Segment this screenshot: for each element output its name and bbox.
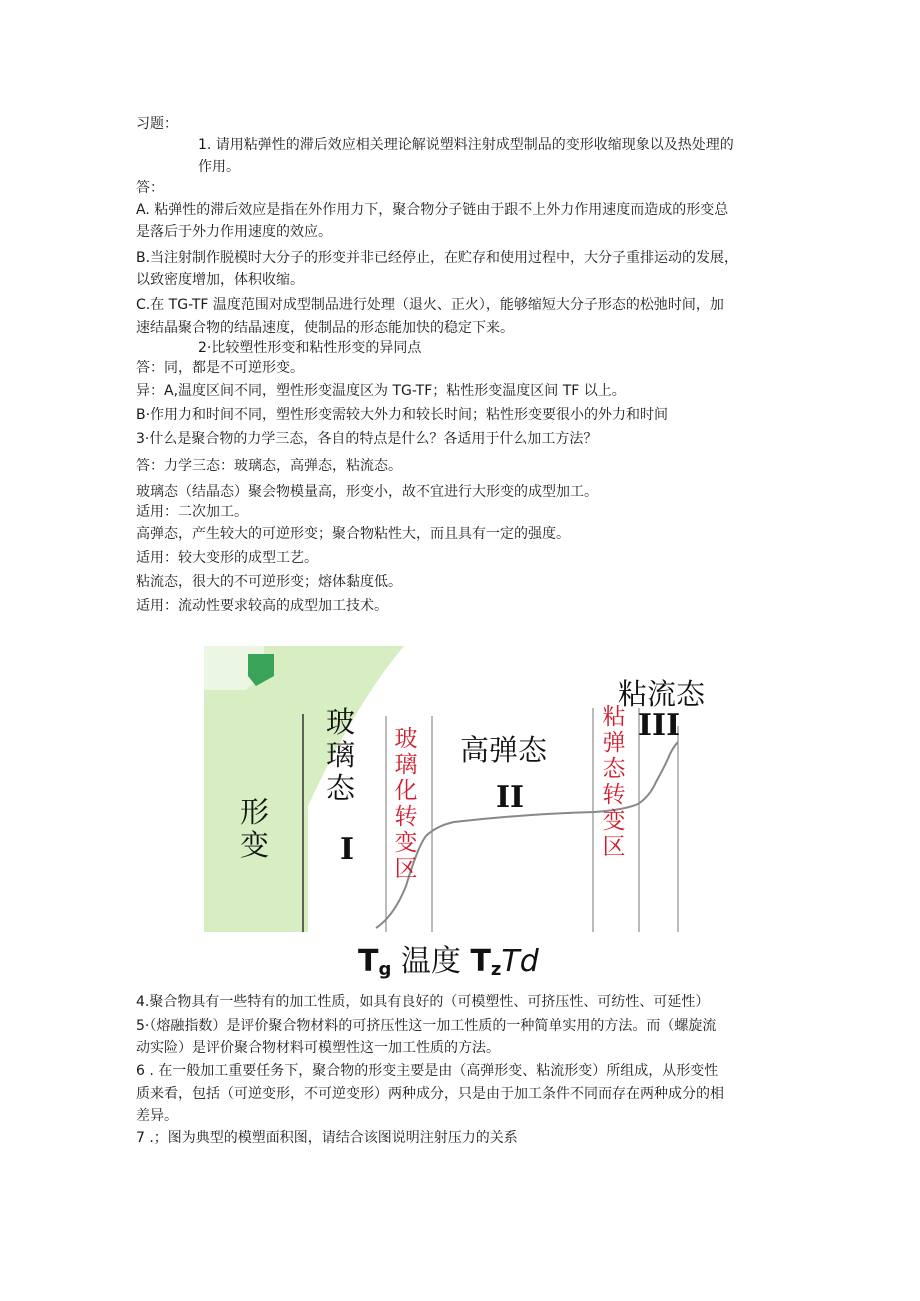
q3-question: 3·什么是聚合物的力学三态，各自的特点是什么？各适用于什么加工方法？ [136,431,598,447]
temperature-label: 温度 [400,944,461,979]
visco-transition-label: 粘弹态转变区 [602,704,626,860]
y-label-deformation: 形变 [240,795,270,862]
q6-line1: 6 . 在一般加工重要任务下，聚合物的形变主要是由（高弹形变、粘流形变）所组成，从形变性 [136,1063,719,1079]
answer-a-line2: 是落后于外力作用速度的效应。 [136,224,332,240]
exercise-heading: 习题： [136,116,178,132]
x-axis-label [358,942,539,990]
td-symbol: Td [501,944,539,979]
glassy-state-label: 玻璃态 [326,705,356,805]
q3-answer: 答：力学三态：玻璃态，高弹态，粘流态。 [136,458,402,474]
q1-line2: 作用。 [198,159,240,175]
q6-line3: 差异。 [136,1108,178,1124]
region-roman-1: I [340,832,355,867]
q3-elastic-use: 适用：较大变形的成型工艺。 [136,550,318,566]
q2-diff-b: B·作用力和时间不同，塑性形变需较大外力和较长时间；粘性形变要很小的外力和时间 [136,407,669,423]
q3-viscous: 粘流态，很大的不可逆形变；熔体黏度低。 [136,574,402,590]
answer-b-line2: 以致密度增加，体积收缩。 [136,272,304,288]
region-roman-2: II [496,780,525,815]
q4-text: 4.聚合物具有一些特有的加工性质，如具有良好的（可模塑性、可挤压性、可纺性、可延性） [136,994,710,1010]
viscous-state-label: 粘流态 [618,677,706,711]
q3-glassy-use: 适用：二次加工。 [136,504,248,520]
q7-text: 7 .；图为典型的模塑面积图，请结合该图说明注射压力的关系 [136,1130,518,1146]
answer-label: 答： [136,180,164,196]
q6-line2: 质来看，包括（可逆变形，不可逆变形）两种成分，只是由于加工条件不同而存在两种成分的相 [136,1086,724,1102]
q1-line1: 1. 请用粘弹性的滞后效应相关理论解说塑料注射成型制品的变形收缩现象以及热处理的 [198,137,734,153]
q2-question: 2·比较塑性形变和粘性形变的异同点 [198,340,422,356]
answer-a-line1: A. 粘弹性的滞后效应是指在外作用力下，聚合物分子链由于跟不上外力作用速度而造成的形变总 [136,202,729,218]
q5-line2: 动实险）是评价聚合物材料可模塑性这一加工性质的方法。 [136,1040,500,1056]
q5-line1: 5·（熔融指数）是评价聚合物材料的可挤压性这一加工性质的一种简单实用的方法。而（螺旋流 [136,1018,717,1034]
q2-same: 答：同，都是不可逆形变。 [136,360,304,376]
mechanical-states-figure [204,646,720,932]
elastic-state-label: 高弹态 [460,733,548,767]
q2-diff-a: 异：A,温度区间不同，塑性形变温度区为 TG-TF；粘性形变温度区间 TF 以上。 [136,383,626,399]
q3-viscous-use: 适用：流动性要求较高的成型加工技术。 [136,598,388,614]
answer-c-line1: C.在 TG-TF 温度范围对成型制品进行处理（退火、正火），能够缩短大分子形态的松弛时间，加 [136,297,724,313]
q3-elastic: 高弹态，产生较大的可逆形变；聚合物粘性大，而且具有一定的强度。 [136,526,570,542]
region-roman-3: III [638,708,681,743]
tg-symbol: $T_g$ [358,944,392,980]
answer-c-line2: 速结晶聚合物的结晶速度，使制品的形态能加快的稳定下来。 [136,320,514,336]
glass-transition-label: 玻璃化转变区 [394,726,418,882]
tz-symbol: $T_z$ [470,944,502,980]
q3-glassy: 玻璃态（结晶态）聚会物模量高，形变小，故不宜进行大形变的成型加工。 [136,484,598,500]
answer-b-line1: B.当注射制作脱模时大分子的形变并非已经停止，在贮存和使用过程中，大分子重排运动的发展， [136,250,739,266]
